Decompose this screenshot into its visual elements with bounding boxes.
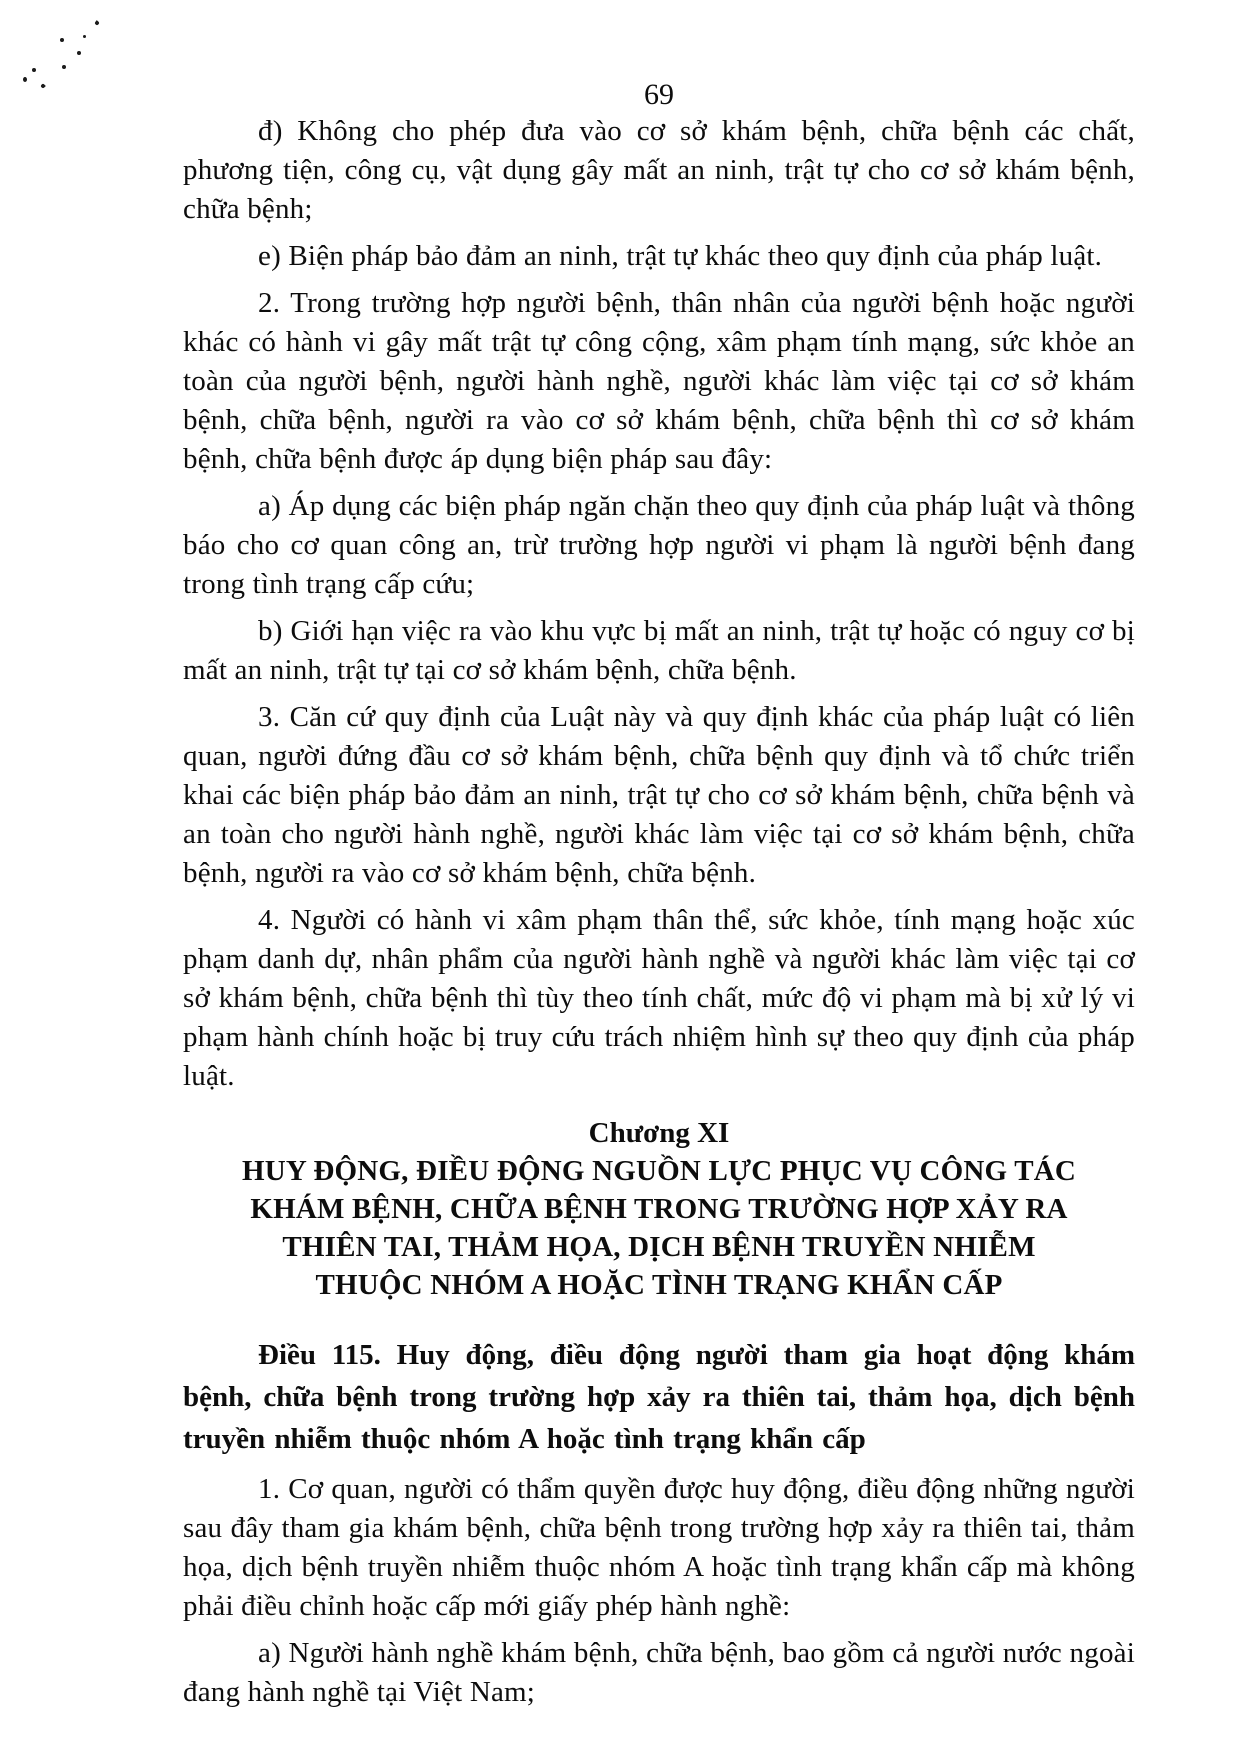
chapter-title-line: KHÁM BỆNH, CHỮA BỆNH TRONG TRƯỜNG HỢP XẢY RA xyxy=(250,1193,1068,1225)
chapter-title-line: HUY ĐỘNG, ĐIỀU ĐỘNG NGUỒN LỰC PHỤC VỤ CÔNG TÁC xyxy=(241,1155,1077,1187)
scan-speck xyxy=(77,51,81,55)
scan-speck xyxy=(32,68,36,72)
page-number: 69 xyxy=(644,78,674,111)
paragraph-clause-4: 4. Người có hành vi xâm phạm thân thể, sức khỏe, tính mạng hoặc xúc phạm danh dự, nhân phẩm của người hành nghề và người khác làm việc tại cơ sở khám bệnh, chữa bệnh thì tùy theo tính chất, mức độ vi phạm mà bị xử lý vi phạm hành chính hoặc bị truy cứu trách nhiệm hình sự theo quy định của pháp luật. xyxy=(183,904,1135,1092)
chapter-title xyxy=(183,1152,1135,1304)
chapter-title-line: THUỘC NHÓM A HOẶC TÌNH TRẠNG KHẨN CẤP xyxy=(315,1269,1003,1301)
paragraph-clause-2: 2. Trong trường hợp người bệnh, thân nhân của người bệnh hoặc người khác có hành vi gây mất trật tự công cộng, xâm phạm tính mạng, sức khỏe an toàn của người bệnh, người hành nghề, người khác làm việc tại cơ sở khám bệnh, chữa bệnh, người ra vào cơ sở khám bệnh, chữa bệnh thì cơ sở khám bệnh, chữa bệnh được áp dụng biện pháp sau đây: xyxy=(183,287,1135,475)
scan-speck xyxy=(60,38,64,42)
scan-speck xyxy=(83,35,86,38)
text-column xyxy=(183,112,1135,1720)
article-115-heading: Điều 115. Huy động, điều động người tham gia hoạt động khám bệnh, chữa bệnh trong trường hợp xảy ra thiên tai, thảm họa, dịch bệnh truyền nhiễm thuộc nhóm A hoặc tình trạng khẩn cấp xyxy=(183,1339,1135,1455)
paragraph-point-a: a) Áp dụng các biện pháp ngăn chặn theo quy định của pháp luật và thông báo cho cơ quan công an, trừ trường hợp người vi phạm là người bệnh đang trong tình trạng cấp cứu; xyxy=(183,490,1135,600)
chapter-label: Chương XI xyxy=(588,1117,730,1149)
article-115-point-a: a) Người hành nghề khám bệnh, chữa bệnh, bao gồm cả người nước ngoài đang hành nghề tại Việt Nam; xyxy=(183,1637,1135,1708)
paragraph-point-e: e) Biện pháp bảo đảm an ninh, trật tự khác theo quy định của pháp luật. xyxy=(258,240,1103,272)
scan-speck xyxy=(23,77,27,82)
chapter-title-line: THIÊN TAI, THẢM HỌA, DỊCH BỆNH TRUYỀN NHIỄM xyxy=(282,1231,1036,1263)
paragraph-point-b: b) Giới hạn việc ra vào khu vực bị mất an ninh, trật tự hoặc có nguy cơ bị mất an ninh, trật tự tại cơ sở khám bệnh, chữa bệnh. xyxy=(183,615,1135,686)
scan-speck xyxy=(40,83,46,89)
paragraph-point-d: đ) Không cho phép đưa vào cơ sở khám bệnh, chữa bệnh các chất, phương tiện, công cụ, vật dụng gây mất an ninh, trật tự cho cơ sở khám bệnh, chữa bệnh; xyxy=(183,115,1135,225)
scan-speck xyxy=(94,20,100,26)
paragraph-clause-3: 3. Căn cứ quy định của Luật này và quy định khác của pháp luật có liên quan, người đứng đầu cơ sở khám bệnh, chữa bệnh quy định và tổ chức triển khai các biện pháp bảo đảm an ninh, trật tự cho cơ sở khám bệnh, chữa bệnh và an toàn cho người hành nghề, người khác làm việc tại cơ sở khám bệnh, chữa bệnh, người ra vào cơ sở khám bệnh, chữa bệnh. xyxy=(183,701,1135,889)
scan-speck xyxy=(62,65,66,69)
article-115-clause-1: 1. Cơ quan, người có thẩm quyền được huy động, điều động những người sau đây tham gia khám bệnh, chữa bệnh trong trường hợp xảy ra thiên tai, thảm họa, dịch bệnh truyền nhiễm thuộc nhóm A hoặc tình trạng khẩn cấp mà không phải điều chỉnh hoặc cấp mới giấy phép hành nghề: xyxy=(183,1473,1135,1622)
